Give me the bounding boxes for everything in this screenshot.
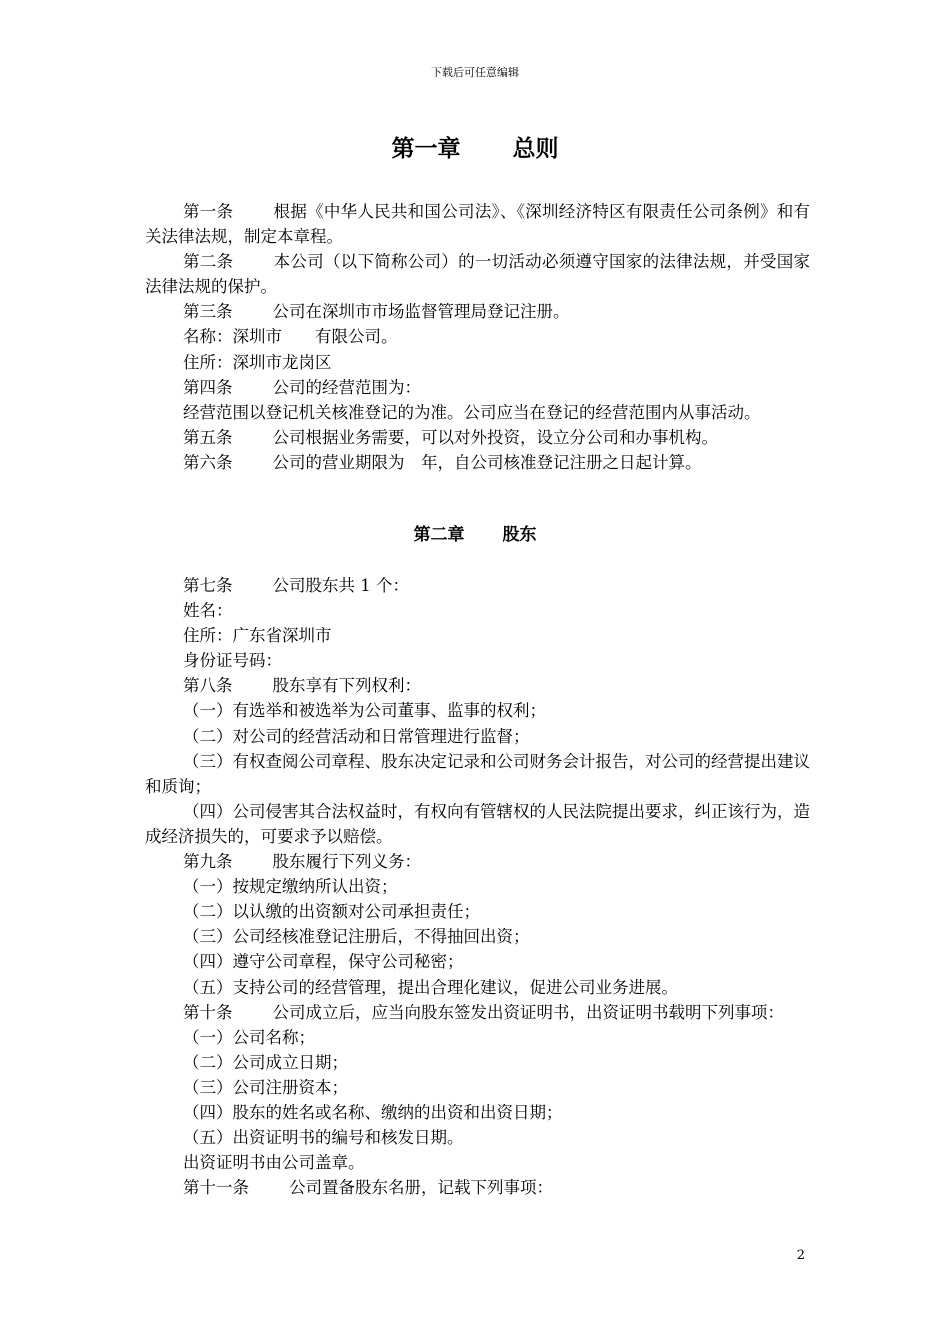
article-number: 第二条 <box>183 252 234 272</box>
paragraph <box>145 375 810 400</box>
paragraph-text: 本公司（以下简称公司）的一切活动必须遵守国家的法律法规，并受国家法律法规的保护。 <box>145 252 811 297</box>
paragraph-text: 公司成立后，应当向股东签发出资证明书，出资证明书载明下列事项： <box>272 1002 784 1022</box>
paragraph <box>145 425 810 450</box>
paragraph <box>145 1025 810 1050</box>
paragraph-text: 公司在深圳市市场监督管理局登记注册。 <box>272 302 570 322</box>
article-number: 第九条 <box>183 852 233 872</box>
article-number: 第十条 <box>183 1002 233 1022</box>
paragraph <box>145 573 810 598</box>
paragraph-text: 住所：广东省深圳市 <box>183 626 332 646</box>
paragraph-text: 姓名： <box>183 601 233 621</box>
paragraph <box>145 249 810 299</box>
paragraph <box>145 450 810 475</box>
paragraph-text: 公司的经营范围为： <box>272 377 421 397</box>
paragraph-text: （四）股东的姓名或名称、缴纳的出资和出资日期； <box>183 1102 563 1122</box>
paragraph-text: （三）公司经核准登记注册后，不得抽回出资； <box>183 927 530 947</box>
paragraph <box>145 1175 810 1200</box>
article-number: 第七条 <box>183 576 233 595</box>
paragraph-text: 根据《中华人民共和国公司法》、《深圳经济特区有限责任公司条例》和有关法律法规，制定本章程。 <box>145 202 811 247</box>
paragraph <box>145 1050 810 1075</box>
paragraph-text: 名称：深圳市 有限公司。 <box>183 327 398 347</box>
paragraph <box>145 724 810 749</box>
paragraph <box>145 350 810 375</box>
paragraph-text: （四）遵守公司章程，保守公司秘密； <box>183 952 464 972</box>
chapter-1-title <box>0 133 950 165</box>
paragraph-text: 公司置备股东名册，记载下列事项： <box>289 1178 553 1198</box>
paragraph-text: （二）对公司的经营活动和日常管理进行监督； <box>183 726 530 746</box>
paragraph <box>145 1150 810 1175</box>
paragraph-text: 住所：深圳市龙岗区 <box>183 352 332 372</box>
paragraph <box>145 949 810 974</box>
paragraph-text: 公司根据业务需要，可以对外投资，设立分公司和办事机构。 <box>272 427 718 447</box>
paragraph-text: 出资证明书由公司盖章。 <box>183 1153 365 1173</box>
paragraph <box>145 1125 810 1150</box>
paragraph-text: （三）有权查阅公司章程、股东决定记录和公司财务会计报告，对公司的经营提出建议和质询； <box>145 751 810 796</box>
paragraph <box>145 673 810 698</box>
chapter-2-title <box>0 523 950 547</box>
paragraph <box>145 899 810 924</box>
paragraph <box>145 648 810 673</box>
paragraph <box>145 1075 810 1100</box>
page-number: 2 <box>796 1248 805 1263</box>
chapter-2-number: 第二章 <box>413 525 465 545</box>
paragraph <box>145 299 810 324</box>
paragraph-text: 公司的营业期限为 年，自公司核准登记注册之日起计算。 <box>272 452 702 472</box>
article-number: 第十一条 <box>183 1178 249 1198</box>
paragraph-text: （五）出资证明书的编号和核发日期。 <box>183 1128 464 1148</box>
paragraph-text: （一）有选举和被选举为公司董事、监事的权利； <box>183 701 546 721</box>
article-number: 第一条 <box>183 202 234 221</box>
paragraph <box>145 874 810 899</box>
paragraph-text: 股东履行下列义务： <box>272 852 421 872</box>
chapter-1-body <box>145 199 810 475</box>
paragraph-text: （二）公司成立日期； <box>183 1052 348 1072</box>
paragraph <box>145 199 810 249</box>
article-number: 第六条 <box>183 452 233 472</box>
article-number: 第八条 <box>183 676 233 696</box>
paragraph <box>145 924 810 949</box>
paragraph-text: （三）公司注册资本； <box>183 1077 348 1097</box>
paragraph <box>145 849 810 874</box>
paragraph-text: 身份证号码： <box>183 651 282 671</box>
paragraph <box>145 1100 810 1125</box>
paragraph <box>145 324 810 349</box>
paragraph-text: 股东享有下列权利： <box>272 676 421 696</box>
paragraph-text: 经营范围以登记机关核准登记的为准。公司应当在登记的经营范围内从事活动。 <box>183 402 761 422</box>
paragraph-text: （五）支持公司的经营管理，提出合理化建议，促进公司业务进展。 <box>183 977 678 997</box>
paragraph <box>145 623 810 648</box>
page-header: 下载后可任意编辑 <box>431 66 519 79</box>
article-number: 第三条 <box>183 302 233 322</box>
paragraph <box>145 400 810 425</box>
article-number: 第五条 <box>183 427 233 447</box>
paragraph-text: （二）以认缴的出资额对公司承担责任； <box>183 902 480 922</box>
paragraph-text: （一）公司名称； <box>183 1027 315 1047</box>
paragraph <box>145 598 810 623</box>
paragraph <box>145 749 810 799</box>
paragraph <box>145 975 810 1000</box>
chapter-1-number: 第一章 <box>391 135 461 162</box>
chapter-2-name: 股东 <box>502 525 537 545</box>
paragraph <box>145 799 810 849</box>
paragraph-text: （一）按规定缴纳所认出资； <box>183 877 398 897</box>
chapter-2-body <box>145 573 810 1200</box>
paragraph-text: 公司股东共 1 个： <box>272 576 409 595</box>
article-number: 第四条 <box>183 377 233 397</box>
paragraph <box>145 698 810 723</box>
paragraph <box>145 1000 810 1025</box>
chapter-1-name: 总则 <box>512 135 559 162</box>
paragraph-text: （四）公司侵害其合法权益时，有权向有管辖权的人民法院提出要求，纠正该行为，造成经济损失的，可要求予以赔偿。 <box>145 801 810 846</box>
